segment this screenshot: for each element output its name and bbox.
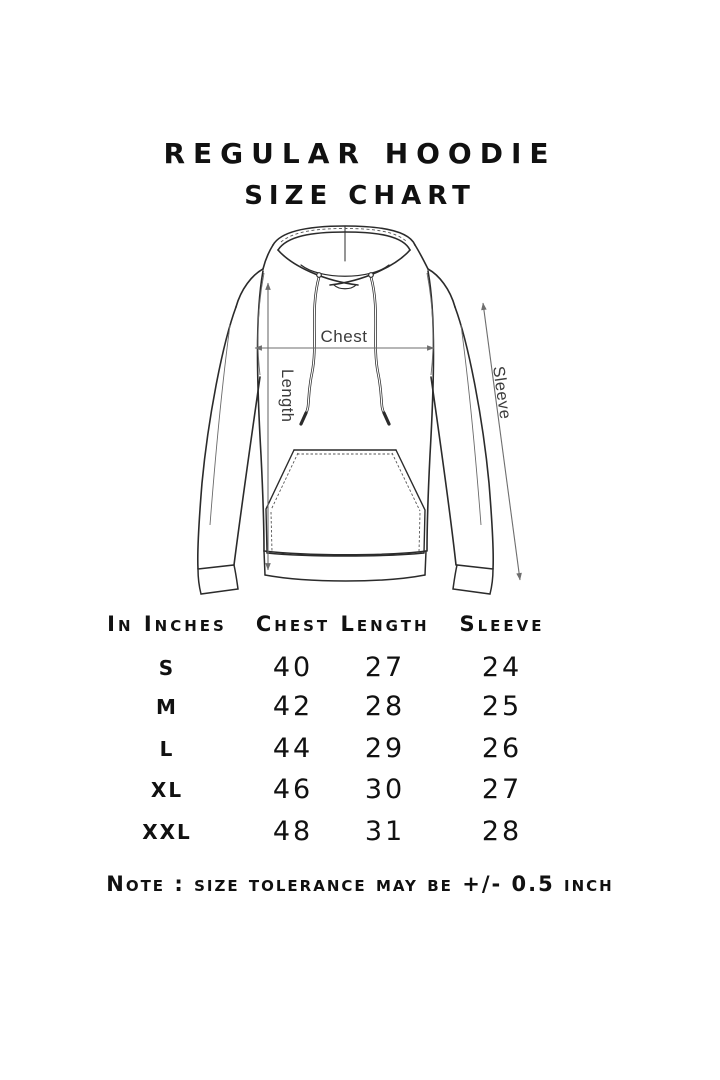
- length-value: 28: [364, 691, 406, 722]
- page-subtitle: SIZE CHART: [244, 181, 476, 211]
- seam-lines: [210, 273, 481, 525]
- cuff-left: [198, 565, 238, 594]
- table-header-sleeve: Sleeve: [459, 612, 545, 636]
- sleeve-value: 24: [481, 652, 523, 683]
- grommet-left: [317, 273, 322, 278]
- table-row-s: [80, 654, 566, 682]
- sleeve-value: 28: [481, 816, 523, 847]
- length-value: 29: [364, 733, 406, 764]
- sleeve-value: 27: [481, 774, 523, 805]
- pocket-stitching: [271, 453, 420, 552]
- length-value: 30: [364, 774, 406, 805]
- kangaroo-pocket: [266, 450, 425, 556]
- cuff-right: [453, 565, 493, 594]
- sleeve-value: 25: [481, 691, 523, 722]
- size-label: XXL: [142, 820, 192, 844]
- chest-value: 48: [272, 816, 314, 847]
- chest-label: Chest: [320, 327, 368, 346]
- sleeve-value: 26: [481, 733, 523, 764]
- table-header-row: [80, 612, 566, 636]
- table-header-unit: In Inches: [107, 612, 227, 636]
- body-outline: [236, 269, 455, 551]
- length-value: 27: [364, 652, 406, 683]
- page-title: REGULAR HOODIE: [163, 137, 557, 170]
- sleeve-right: [431, 307, 493, 569]
- chest-value: 44: [272, 733, 314, 764]
- sleeve-label: Sleeve: [489, 365, 515, 421]
- drawstring-right: [371, 277, 389, 424]
- size-label: L: [159, 737, 175, 761]
- table-row-m: [80, 693, 566, 721]
- table-header-chest: Chest: [255, 612, 331, 636]
- length-label: Length: [278, 369, 296, 423]
- size-label: XL: [150, 778, 184, 802]
- size-label: S: [158, 656, 176, 680]
- chest-value: 40: [272, 652, 314, 683]
- drawstring-left: [301, 277, 319, 424]
- table-row-l: [80, 735, 566, 763]
- chest-value: 46: [272, 774, 314, 805]
- hood-outline: [263, 226, 428, 289]
- table-header-length: Length: [340, 612, 430, 636]
- sleeve-left: [198, 307, 260, 569]
- tolerance-note: Note : size tolerance may be +/- 0.5 inch: [106, 872, 614, 896]
- grommet-right: [369, 273, 374, 278]
- table-row-xl: [80, 776, 566, 804]
- length-value: 31: [364, 816, 406, 847]
- size-label: M: [156, 695, 178, 719]
- hoodie-diagram: [188, 225, 533, 605]
- sleeve-arrow: [483, 303, 520, 580]
- chest-value: 42: [272, 691, 314, 722]
- table-row-xxl: [80, 818, 566, 846]
